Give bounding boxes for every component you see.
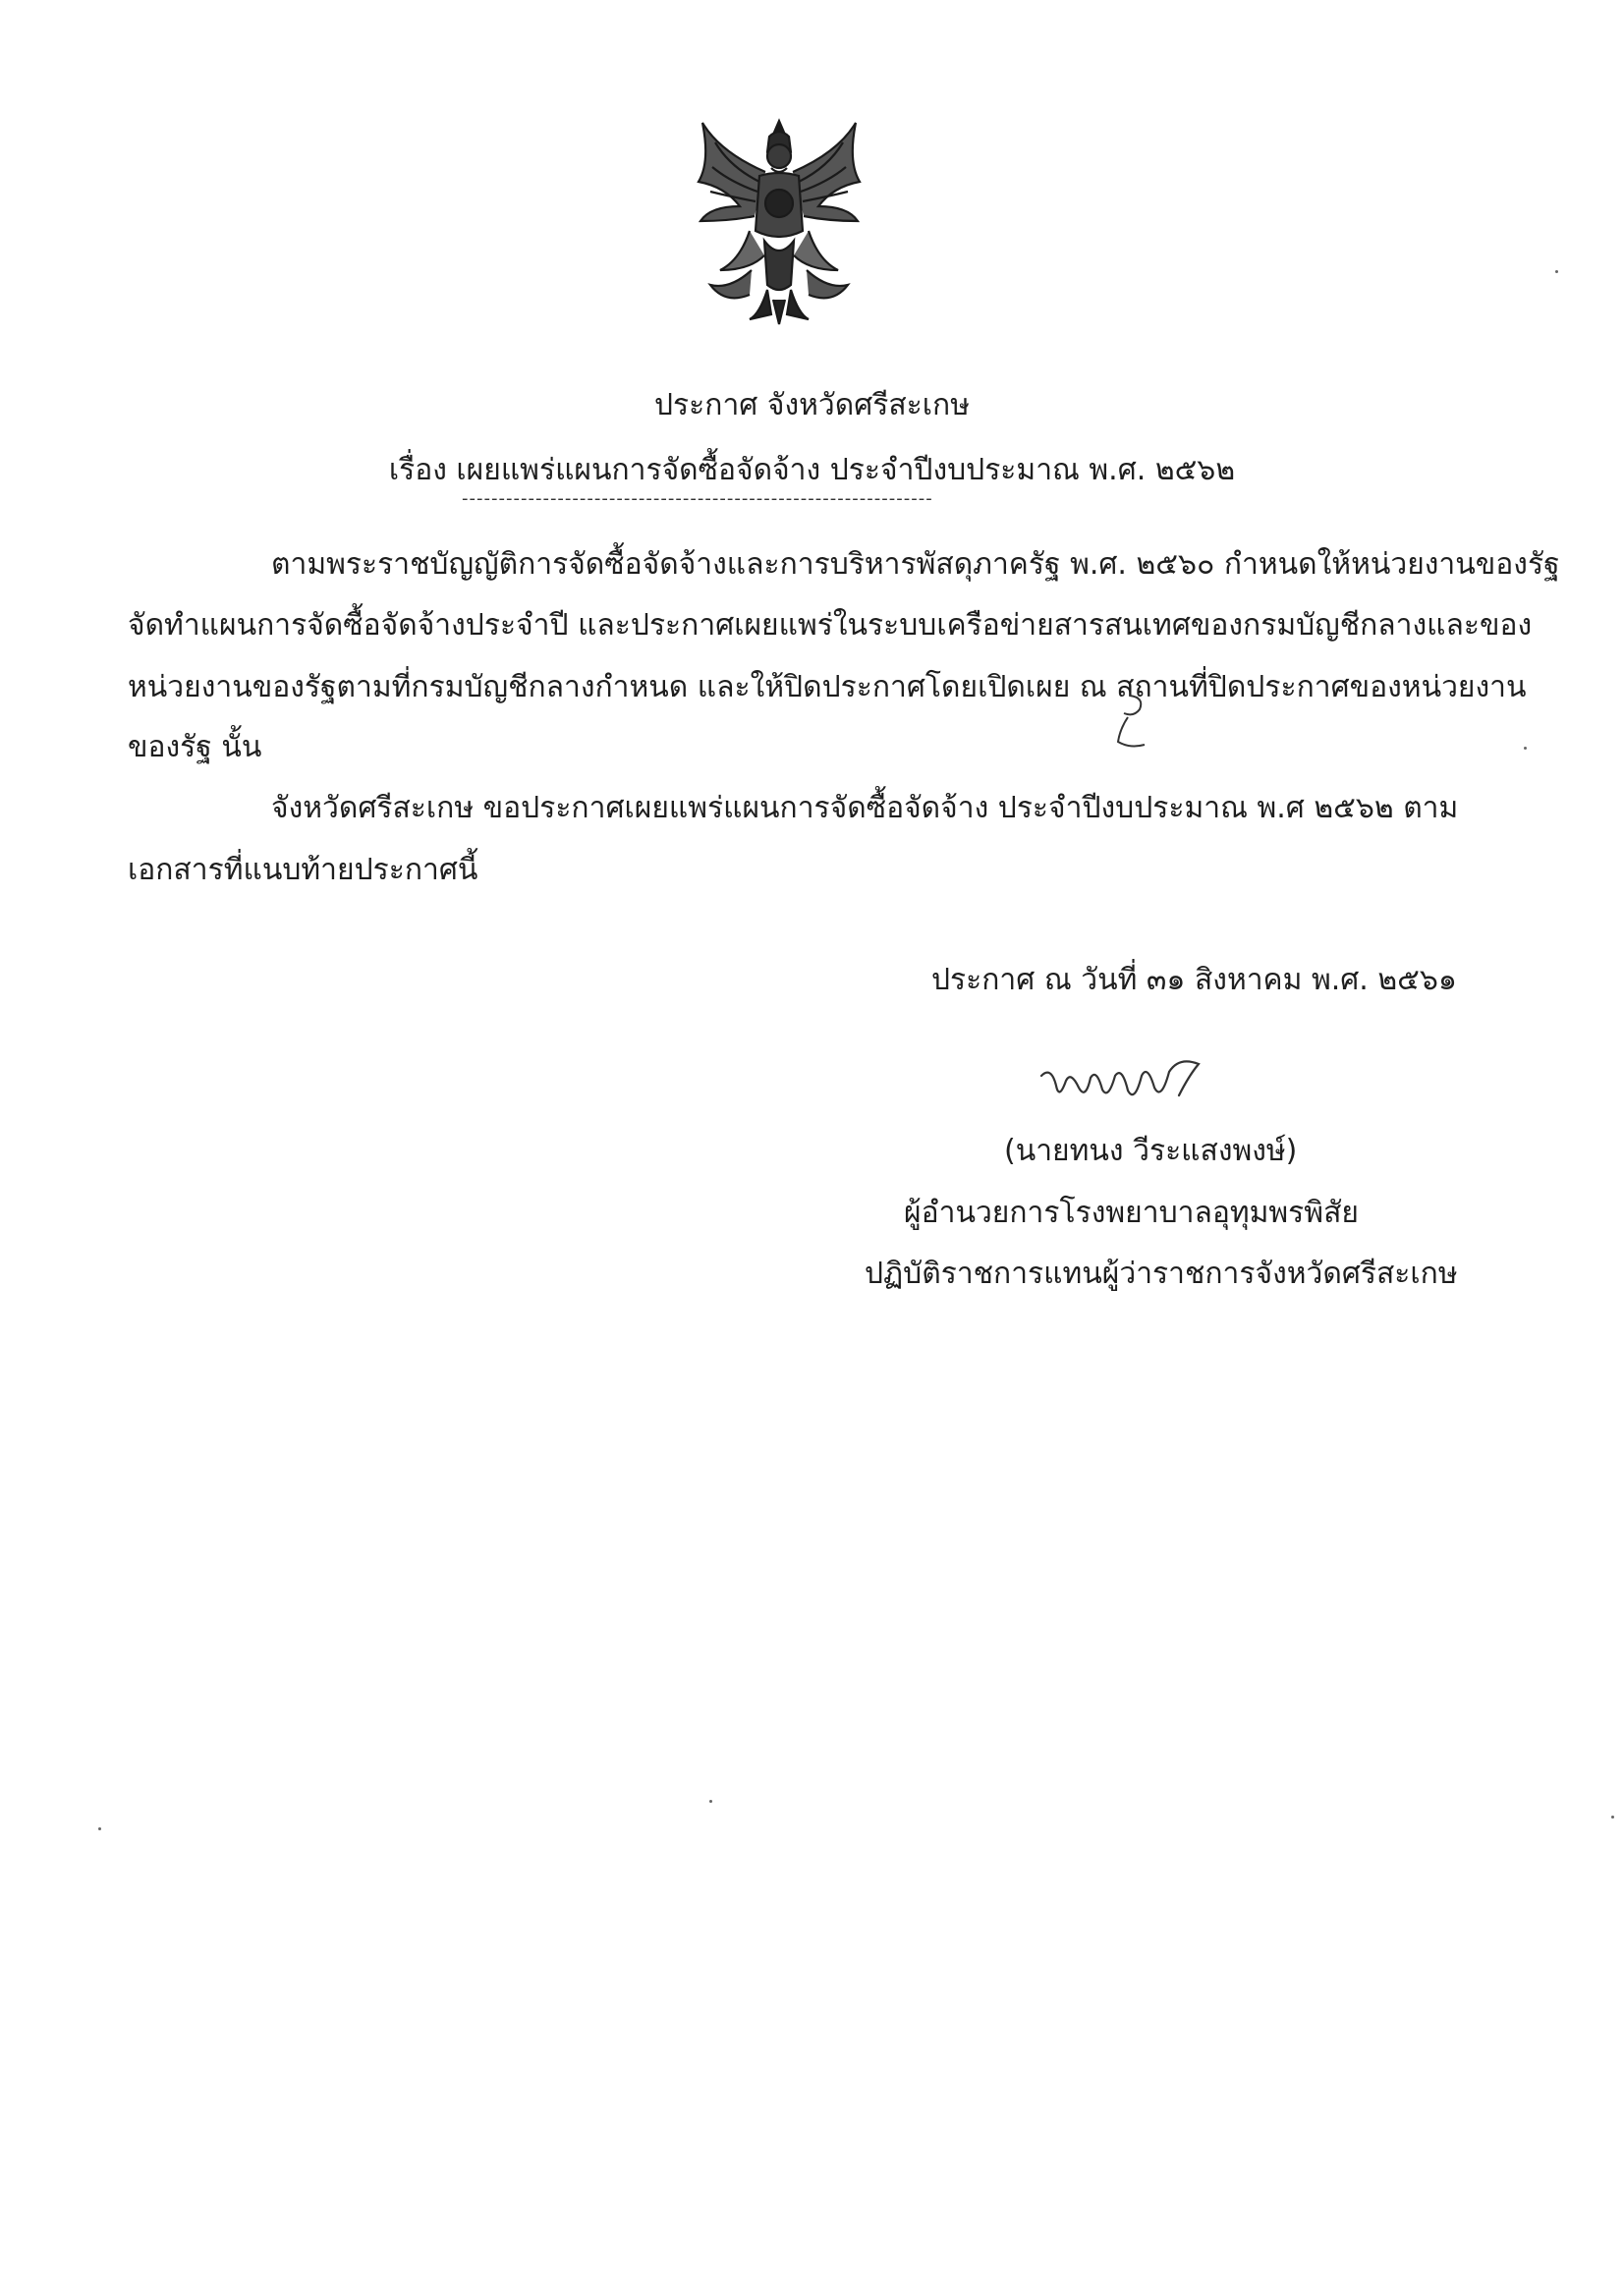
paragraph2-line1: จังหวัดศรีสะเกษ ขอประกาศเผยแพร่แผนการจัดซื้อจัดจ้าง ประจำปีงบประมาณ พ.ศ ๒๕๖๒ ตาม [271, 791, 1459, 825]
paragraph1-line4: ของรัฐ นั้น [128, 730, 262, 764]
garuda-emblem-icon [681, 113, 877, 329]
handwritten-signature [1032, 1046, 1248, 1115]
scan-speck [1555, 270, 1558, 273]
announcement-date: ประกาศ ณ วันที่ ๓๑ สิงหาคม พ.ศ. ๒๕๖๑ [931, 963, 1457, 997]
announcement-subject: เรื่อง เผยแพร่แผนการจัดซื้อจัดจ้าง ประจำปีงบประมาณ พ.ศ. ๒๕๖๒ [388, 453, 1236, 487]
handwritten-initial [1100, 688, 1159, 756]
scan-speck [1611, 1816, 1614, 1819]
scan-speck [1524, 747, 1527, 750]
signatory-name: (นายทนง วีระแสงพงษ์) [1004, 1134, 1298, 1168]
announcement-title: ประกาศ จังหวัดศรีสะเกษ [654, 388, 970, 422]
signatory-position: ผู้อำนวยการโรงพยาบาลอุทุมพรพิสัย [904, 1196, 1359, 1230]
scan-speck [98, 1827, 101, 1830]
paragraph1-line2: จัดทำแผนการจัดซื้อจัดจ้างประจำปี และประกาศเผยแพร่ในระบบเครือข่ายสารสนเทศของกรมบัญชีกลางและของ [128, 608, 1533, 643]
paragraph1-line1: ตามพระราชบัญญัติการจัดซื้อจัดจ้างและการบริหารพัสดุภาครัฐ พ.ศ. ๒๕๖๐ กำหนดให้หน่วยงานของรัฐ [271, 547, 1560, 582]
separator-line: ---------------------------------------------------------------- [462, 489, 933, 509]
paragraph2-line2: เอกสารที่แนบท้ายประกาศนี้ [128, 853, 478, 887]
paragraph1-line3: หน่วยงานของรัฐตามที่กรมบัญชีกลางกำหนด และให้ปิดประกาศโดยเปิดเผย ณ สถานที่ปิดประกาศของหน่วยงาน [128, 670, 1527, 704]
scan-speck [709, 1800, 712, 1803]
signatory-acting-for: ปฏิบัติราชการแทนผู้ว่าราชการจังหวัดศรีสะเกษ [865, 1257, 1458, 1291]
